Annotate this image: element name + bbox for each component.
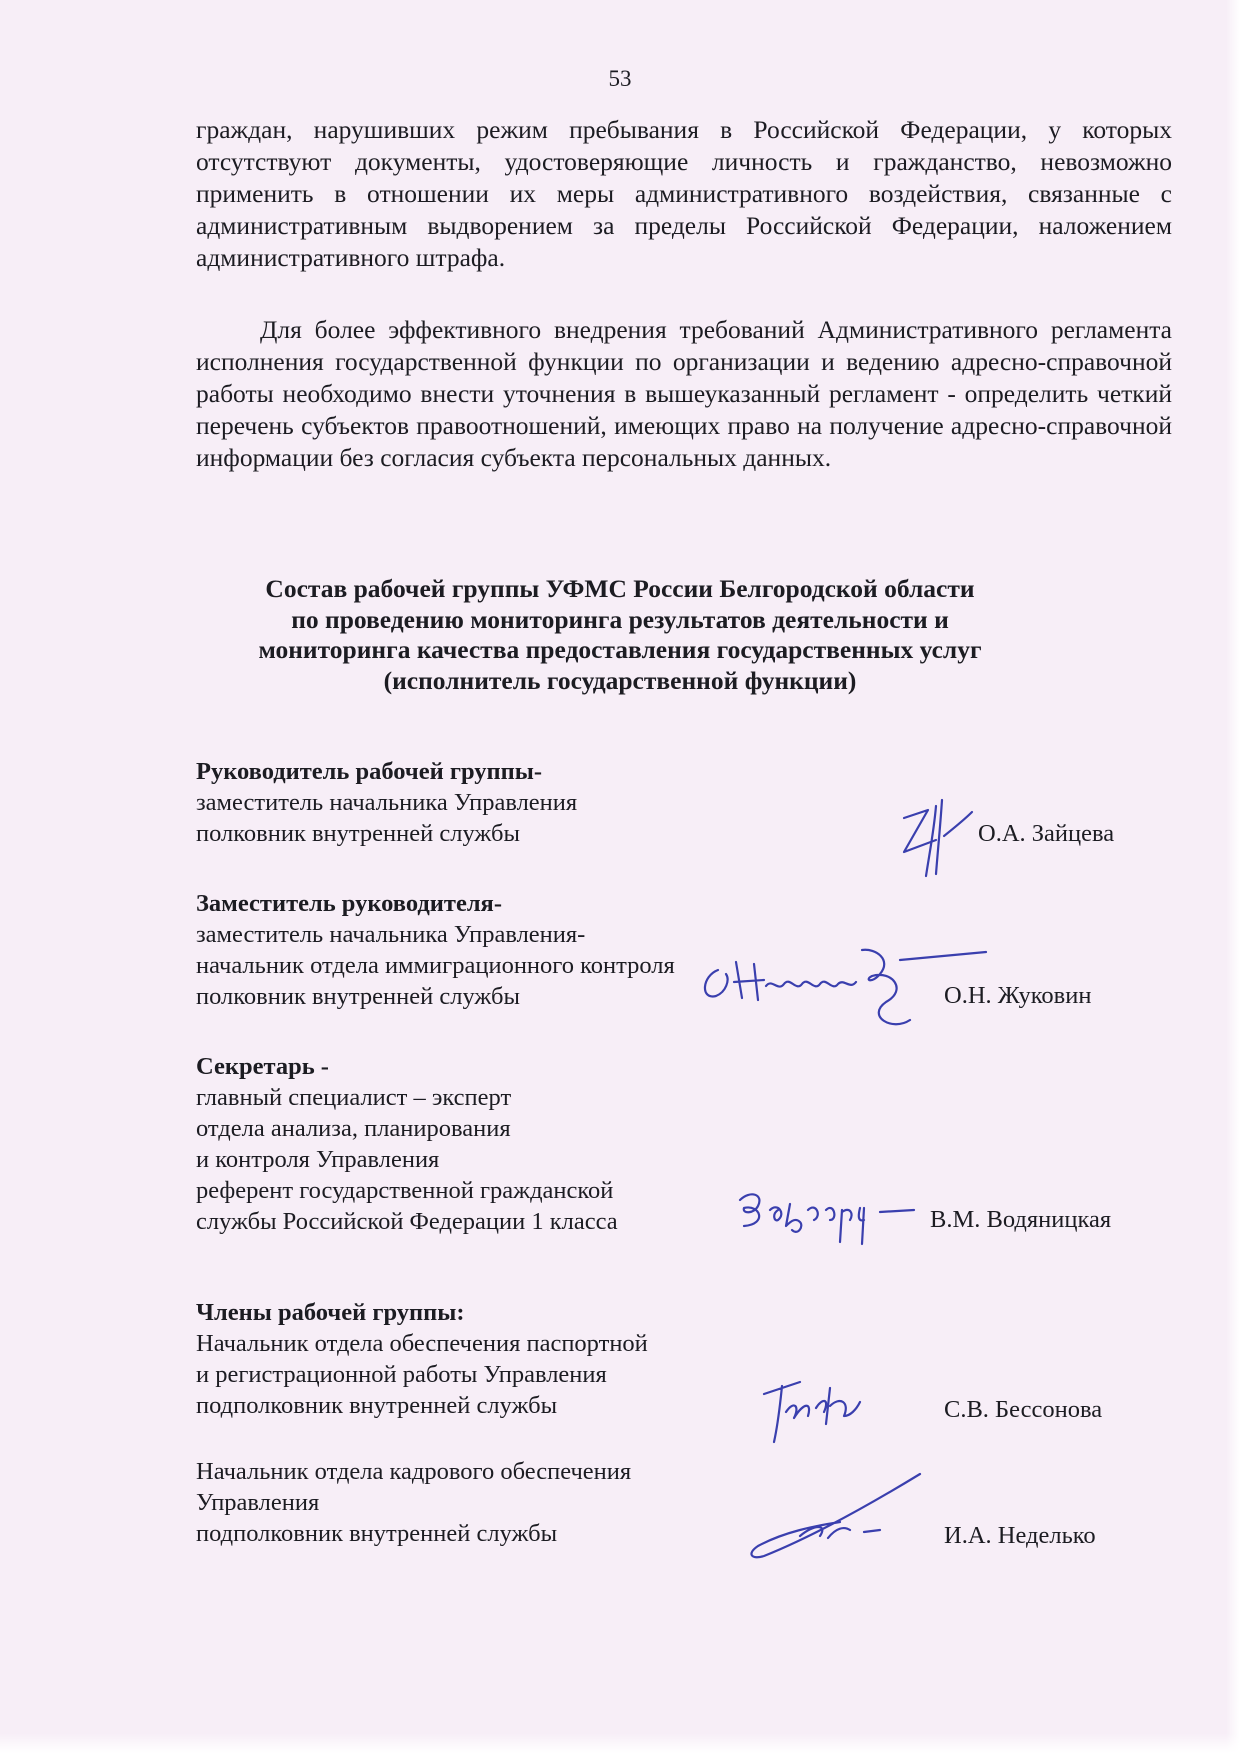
member-hr-head: [196, 1456, 631, 1549]
member-position-line: Начальник отдела кадрового обеспечения: [196, 1458, 632, 1485]
title-line: по проведению мониторинга результатов деятельности и: [291, 604, 949, 634]
working-group-title: [0, 574, 1240, 696]
signature-nedelko: [744, 1466, 934, 1566]
signature-bessonova: [760, 1372, 870, 1448]
member-role: Заместитель руководителя-: [196, 890, 502, 917]
member-name: В.М. Водяницкая: [930, 1206, 1112, 1233]
member-position-line: полковник внутренней службы: [196, 820, 520, 847]
page-number: 53: [608, 66, 632, 91]
signature-vodyanitskaya: [730, 1180, 920, 1250]
scan-edge-right: [1226, 0, 1240, 1753]
member-position-line: отдела анализа, планирования: [196, 1115, 511, 1142]
member-name: О.Н. Жуковин: [944, 982, 1092, 1009]
member-position-line: службы Российской Федерации 1 класса: [196, 1208, 618, 1235]
member-secretary: [196, 1051, 618, 1237]
member-position-line: начальник отдела иммиграционного контроля: [196, 952, 675, 979]
paragraph-continuation: граждан, нарушивших режим пребывания в Российской Федерации, у которых отсутствуют документы, удостоверяющие личность и гражданство, невозможно применить в отношении их меры административного воздействия, связанные с административным выдворением за пределы Российской Федерации, наложением административного штрафа.: [196, 115, 1172, 272]
member-name: О.А. Зайцева: [978, 820, 1115, 847]
member-role: Секретарь -: [196, 1053, 329, 1080]
member-position-line: заместитель начальника Управления-: [196, 921, 586, 948]
member-position-line: полковник внутренней службы: [196, 983, 520, 1010]
member-position-line: заместитель начальника Управления: [196, 789, 578, 816]
member-position-line: главный специалист – эксперт: [196, 1084, 512, 1111]
member-role: Руководитель рабочей группы-: [196, 758, 543, 785]
paragraph-recommendation: Для более эффективного внедрения требований Административного регламента исполнения государственной функции по организации и ведению адресно-справочной работы необходимо внести уточнения в вышеуказанный регламент - определить четкий перечень субъектов правоотношений, имеющих право на получение адресно-справочной информации без согласия субъекта персональных данных.: [196, 315, 1172, 472]
title-line: (исполнитель государственной функции): [383, 665, 857, 695]
member-position-line: подполковник внутренней службы: [196, 1520, 558, 1547]
member-position-line: подполковник внутренней службы: [196, 1392, 558, 1419]
member-position-line: референт государственной гражданской: [196, 1177, 614, 1204]
signature-zaitseva: [896, 790, 976, 880]
title-line: Состав рабочей группы УФМС России Белгородской области: [265, 574, 975, 603]
member-position-line: и регистрационной работы Управления: [196, 1361, 607, 1388]
member-position-line: и контроля Управления: [196, 1146, 440, 1173]
member-name: С.В. Бессонова: [944, 1396, 1103, 1423]
member-position-line: Управления: [196, 1489, 320, 1516]
member-role: Члены рабочей группы:: [196, 1299, 465, 1326]
member-passport-head: [196, 1297, 648, 1421]
scan-edge-bottom: [0, 1733, 1240, 1753]
member-name: И.А. Неделько: [944, 1522, 1096, 1549]
member-head: [196, 756, 577, 849]
member-deputy: [196, 888, 675, 1012]
member-position-line: Начальник отдела обеспечения паспортной: [196, 1330, 648, 1357]
title-line: мониторинга качества предоставления государственных услуг: [258, 635, 982, 664]
